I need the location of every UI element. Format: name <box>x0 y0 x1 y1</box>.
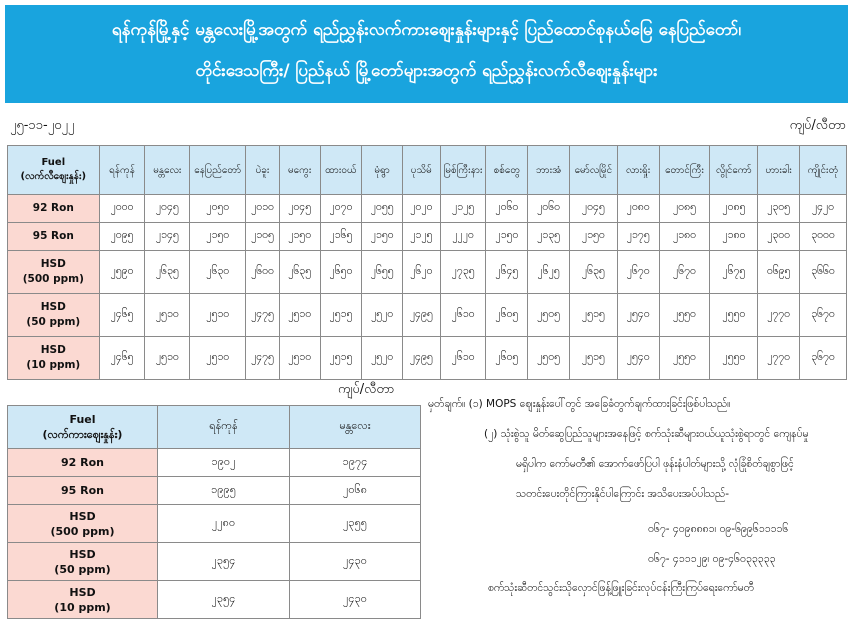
price-cell: ၂၇၃၅ <box>440 251 486 294</box>
price-cell: ၂၀၁၀ <box>246 195 280 223</box>
price-cell: ၂၄၂၀ <box>800 195 847 223</box>
fuel-type-cell <box>8 294 100 337</box>
city-column-header: မကွေး <box>279 146 320 195</box>
price-cell: ၂၄၉၅ <box>403 337 441 380</box>
fuel-label-line: Fuel <box>41 157 66 168</box>
price-cell: ၂၃၅၅ <box>290 505 421 543</box>
price-cell: ၃၀၀၀ <box>800 223 847 251</box>
table-row <box>8 337 847 380</box>
city-column-header: မန္တလေး <box>290 406 421 449</box>
price-cell: ၂၁၃၅ <box>528 223 570 251</box>
table-row <box>8 223 847 251</box>
fuel-label-line: (လက်ကားဈေးနှုန်း) <box>42 428 123 441</box>
price-cell: ၂၀၈၅ <box>659 195 710 223</box>
price-cell: ၂၀၆၈ <box>290 477 421 505</box>
city-column-header: မုံရွာ <box>362 146 403 195</box>
price-date: ၂၅-၁၁-၂၀၂၂ <box>10 118 75 133</box>
city-column-header: မော်လမြိုင် <box>569 146 617 195</box>
city-column-header: မြစ်ကြီးနား <box>440 146 486 195</box>
city-column-header: လွိုင်ကော် <box>710 146 758 195</box>
price-cell: ၂၆၀၅ <box>486 294 528 337</box>
price-cell: ၂၅၂၀ <box>362 294 403 337</box>
fuel-label-line: (500 ppm) <box>50 524 115 538</box>
price-cell: ၂၆၃၅ <box>279 251 320 294</box>
fuel-label-line: 92 Ron <box>61 456 104 469</box>
price-cell: ၂၁၀၅ <box>246 223 280 251</box>
price-cell: ၂၀၆၀ <box>528 195 570 223</box>
table-row <box>8 449 421 477</box>
price-cell: ၂၀၈၀ <box>617 195 659 223</box>
fuel-label-line: (10 ppm) <box>54 600 111 614</box>
note-2-line-3: သတင်းပေးတိုင်ကြားနိုင်ပါကြောင်း အသိပေးအပ်ပါသည်- <box>516 488 730 500</box>
price-cell: ၂၅၁၀ <box>145 294 190 337</box>
fuel-label-line: 95 Ron <box>61 484 104 497</box>
fuel-label-line: HSD <box>40 258 66 270</box>
fuel-type-cell <box>8 581 158 619</box>
price-cell: ၂၅၅၀ <box>659 337 710 380</box>
table-row <box>8 251 847 294</box>
fuel-type-cell <box>8 195 100 223</box>
table-row <box>8 195 847 223</box>
price-cell: ၃၆၇၀ <box>800 294 847 337</box>
price-cell: ၂၄၃၀ <box>290 543 421 581</box>
fuel-label-line: (လက်လီဈေးနှုန်း) <box>20 171 87 182</box>
price-cell: ၂၅၁၀ <box>190 294 246 337</box>
fuel-label-line: (500 ppm) <box>22 273 84 285</box>
price-cell: ၂၀၉၅ <box>99 223 145 251</box>
price-cell: ၂၁၄၅ <box>145 223 190 251</box>
price-cell: ၂၅၅၀ <box>659 294 710 337</box>
city-column-header: နေပြည်တော် <box>190 146 246 195</box>
price-cell: ၀၆၉၅ <box>758 251 800 294</box>
price-cell: ၂၀၄၅ <box>145 195 190 223</box>
price-cell: ၂၅၀၅ <box>528 294 570 337</box>
fuel-label-line: HSD <box>40 301 66 313</box>
table-row <box>8 477 421 505</box>
price-cell: ၂၅၂၀ <box>362 337 403 380</box>
price-cell: ၂၆၇၅ <box>710 251 758 294</box>
fuel-label-line: HSD <box>69 509 96 523</box>
price-cell: ၂၀၈၅ <box>710 195 758 223</box>
fuel-label-line: (50 ppm) <box>54 562 111 576</box>
price-cell: ၂၆၅၅ <box>362 251 403 294</box>
price-cell: ၂၅၁၀ <box>190 337 246 380</box>
price-cell: ၂၀၄၅ <box>279 195 320 223</box>
fuel-label-line: HSD <box>69 585 96 599</box>
price-cell: ၂၅၀၅ <box>528 337 570 380</box>
price-cell: ၂၄၆၅ <box>99 337 145 380</box>
fuel-column-header <box>8 146 100 195</box>
city-column-header: ထားဝယ် <box>320 146 362 195</box>
wholesale-unit-label: ကျပ်/လီတာ <box>338 382 395 397</box>
price-cell: ၂၆၇၀ <box>659 251 710 294</box>
note-1: မှတ်ချက်။ (၁) MOPS ဈေးနှုန်းပေါ်တွင် အခြေခံတွက်ချက်ထားခြင်းဖြစ်ပါသည်။ <box>428 398 731 410</box>
price-cell: ၂၅၄၀ <box>617 337 659 380</box>
price-cell: ၃၆၇၀ <box>800 337 847 380</box>
price-cell: ၂၁၂၅ <box>440 195 486 223</box>
price-cell: ၂၇၇၀ <box>758 337 800 380</box>
table-row <box>8 581 421 619</box>
note-2-line-2: မရှိပါက ကော်မတီ၏ အောက်ဖော်ပြပါ ဖုန်းနံပါတ်များသို့ လုံခြုံစိတ်ချစွာဖြင့် <box>516 458 794 470</box>
table-row <box>8 294 847 337</box>
price-cell: ၂၅၁၅ <box>569 337 617 380</box>
phone-numbers-1: ၀၆၇- ၄၀၉၈၈၈၁၊ ၀၉-၆၉၉၆၁၁၁၁၆ <box>648 523 789 535</box>
price-cell: ၂၂၈၀ <box>158 505 290 543</box>
price-cell: ၂၇၇၀ <box>758 294 800 337</box>
price-cell: ၂၅၉၀ <box>99 251 145 294</box>
price-cell: ၂၀၅၀ <box>190 195 246 223</box>
price-cell: ၂၄၇၅ <box>246 337 280 380</box>
banner-title-line2: တိုင်းဒေသကြီး/ ပြည်နယ် မြို့တော်များအတွက် ရည်ညွှန်းလက်လီဈေးနှုန်းများ <box>195 61 658 81</box>
price-cell: ၂၅၄၀ <box>617 294 659 337</box>
price-cell: ၂၃၀၅ <box>758 195 800 223</box>
price-cell: ၂၆၃၀ <box>190 251 246 294</box>
price-cell: ၂၆၅၀ <box>320 251 362 294</box>
price-cell: ၂၅၁၀ <box>279 337 320 380</box>
fuel-label-line: (50 ppm) <box>26 316 81 328</box>
banner-title-line1: ရန်ကုန်မြို့နှင့် မန္တလေးမြို့အတွက် ရည်ညွှန်းလက်ကားဈေးနှုန်းများနှင့် ပြည်ထောင်စုနယ်မြေ နေပြည်တော်၊ <box>111 20 742 40</box>
price-cell: ၂၃၀၀ <box>758 223 800 251</box>
price-cell: ၂၃၅၄ <box>158 543 290 581</box>
price-cell: ၂၆၃၅ <box>145 251 190 294</box>
price-cell: ၂၁၂၅ <box>403 223 441 251</box>
price-cell: ၂၀၆၀ <box>486 195 528 223</box>
price-cell: ၂၄၆၅ <box>99 294 145 337</box>
fuel-label-line: Fuel <box>69 413 96 426</box>
city-column-header: ရန်ကုန် <box>158 406 290 449</box>
price-cell: ၂၄၇၅ <box>246 294 280 337</box>
price-cell: ၂၃၅၄ <box>158 581 290 619</box>
fuel-label-line: HSD <box>69 547 96 561</box>
fuel-label-line: (10 ppm) <box>26 359 81 371</box>
table-row <box>8 505 421 543</box>
wholesale-price-table <box>7 405 421 619</box>
price-cell: ၂၁၆၅ <box>320 223 362 251</box>
city-column-header: မန္တလေး <box>145 146 190 195</box>
fuel-type-cell <box>8 223 100 251</box>
price-cell: ၂၁၅၀ <box>486 223 528 251</box>
price-cell: ၂၆၄၅ <box>486 251 528 294</box>
price-cell: ၂၆၀၅ <box>486 337 528 380</box>
city-column-header: စစ်တွေ <box>486 146 528 195</box>
fuel-label-line: 92 Ron <box>32 202 74 214</box>
price-cell: ၂၅၅၀ <box>710 294 758 337</box>
fuel-type-cell <box>8 543 158 581</box>
price-cell: ၂၅၁၅ <box>569 294 617 337</box>
price-cell: ၂၄၃၀ <box>290 581 421 619</box>
price-cell: ၂၆၃၅ <box>569 251 617 294</box>
price-cell: ၂၅၁၅ <box>320 337 362 380</box>
city-column-header: ပဲခူး <box>246 146 280 195</box>
price-cell: ၂၆၁၀ <box>440 294 486 337</box>
fuel-label-line: 95 Ron <box>32 230 74 242</box>
price-cell: ၁၉၇၄ <box>290 449 421 477</box>
price-cell: ၂၀၄၅ <box>569 195 617 223</box>
price-cell: ၂၅၅၀ <box>710 337 758 380</box>
price-cell: ၂၀၀၀ <box>99 195 145 223</box>
price-cell: ၂၅၁၀ <box>279 294 320 337</box>
fuel-type-cell <box>8 251 100 294</box>
price-cell: ၂၅၁၅ <box>320 294 362 337</box>
retail-price-table <box>7 145 847 380</box>
retail-unit-label: ကျပ်/လီတာ <box>789 118 846 133</box>
city-column-header: ကျိုင်းတုံ <box>800 146 847 195</box>
fuel-type-cell <box>8 505 158 543</box>
price-cell: ၁၉၀၂ <box>158 449 290 477</box>
price-cell: ၂၆၂၀ <box>403 251 441 294</box>
price-cell: ၂၁၅၀ <box>362 223 403 251</box>
price-cell: ၂၂၂၀ <box>440 223 486 251</box>
price-cell: ၂၀၂၀ <box>403 195 441 223</box>
price-cell: ၁၉၉၅ <box>158 477 290 505</box>
price-cell: ၂၀၇၀ <box>320 195 362 223</box>
price-cell: ၂၁၅၀ <box>279 223 320 251</box>
price-cell: ၂၄၉၅ <box>403 294 441 337</box>
city-column-header: တောင်ကြီး <box>659 146 710 195</box>
price-cell: ၂၆၁၀ <box>440 337 486 380</box>
table-row <box>8 543 421 581</box>
fuel-type-cell <box>8 477 158 505</box>
city-column-header: လားရှိုး <box>617 146 659 195</box>
price-cell: ၂၁၅၀ <box>190 223 246 251</box>
price-cell: ၂၁၈၀ <box>710 223 758 251</box>
price-cell: ၂၆၂၅ <box>528 251 570 294</box>
price-cell: ၃၆၆၀ <box>800 251 847 294</box>
price-cell: ၂၅၁၀ <box>145 337 190 380</box>
price-cell: ၂၁၅၀ <box>569 223 617 251</box>
price-cell: ၂၆၇၀ <box>617 251 659 294</box>
city-column-header: ရန်ကုန် <box>99 146 145 195</box>
fuel-label-line: HSD <box>40 344 66 356</box>
city-column-header: ဘားအံ <box>528 146 570 195</box>
phone-numbers-2: ၀၆၇- ၄၁၁၁၂၉၊ ၀၉-၄၆၀၃၃၃၃၃ <box>648 553 776 565</box>
price-cell: ၂၆၀၀ <box>246 251 280 294</box>
price-cell: ၂၁၇၅ <box>617 223 659 251</box>
committee-name: စက်သုံးဆီတင်သွင်းသိုလှောင်ဖြန့်ဖြူးခြင်းလုပ်ငန်းကြီးကြပ်ရေးကော်မတီ <box>488 582 754 594</box>
city-column-header: ဟားခါး <box>758 146 800 195</box>
note-2-line-1: (၂) သုံးစွဲသူ မိတ်ဆွေပြည်သူများအနေဖြင့် စက်သုံးဆီများဝယ်ယူသုံးစွဲရာတွင် ကျေနပ်မှု <box>484 428 809 440</box>
fuel-column-header <box>8 406 158 449</box>
city-column-header: ပုသိမ် <box>403 146 441 195</box>
header-banner <box>5 5 848 103</box>
fuel-type-cell <box>8 449 158 477</box>
fuel-type-cell <box>8 337 100 380</box>
price-cell: ၂၁၈၀ <box>659 223 710 251</box>
price-cell: ၂၀၅၅ <box>362 195 403 223</box>
